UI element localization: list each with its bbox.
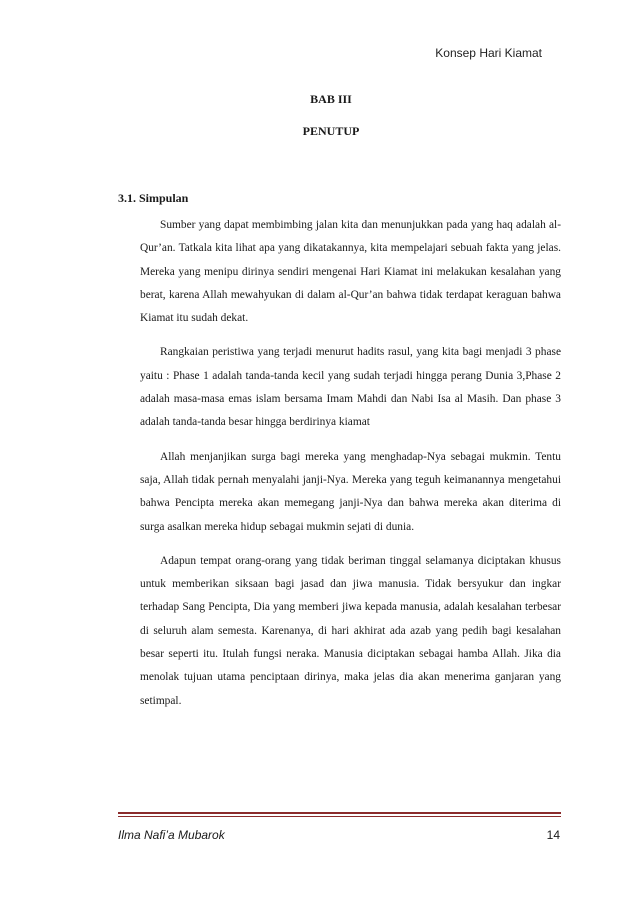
paragraph-2: Rangkaian peristiwa yang terjadi menurut hadits rasul, yang kita bagi menjadi 3 phase yaitu : Phase 1 adalah tanda-tanda kecil yang sudah terjadi hingga perang Dunia 3,Phase 2 adalah masa-masa emas islam bersama Imam Mahdi dan Nabi Isa al Masih. Dan phase 3 adalah tanda-tanda besar hingga berdirinya kiamat	[140, 346, 561, 429]
paragraph-4: Adapun tempat orang-orang yang tidak beriman tinggal selamanya diciptakan khusus untuk memberikan siksaan bagi jasad dan jiwa manusia. Tidak bersyukur dan ingkar terhadap Sang Pencipta, Dia yang memberi jiwa kepada manusia, adalah kesalahan terbesar di seluruh alam semesta. Karenanya, di hari akhirat ada azab yang pedih bagi kesalahan besar seperti itu. Itulah fungsi neraka. Manusia diciptakan sebagai hamba Allah. Jika dia menolak tujuan utama penciptaan dirinya, maka jelas dia akan menerima ganjaran yang setimpal.	[140, 554, 561, 707]
footer-rule	[118, 812, 561, 814]
body-text	[140, 214, 561, 724]
paragraph-1: Sumber yang dapat membimbing jalan kita dan menunjukkan pada yang haq adalah al-Qur’an. Tatkala kita lihat apa yang dikatakannya, kita mempelajari sebuah fakta yang jelas. Mereka yang menipu dirinya sendiri mengenai Hari Kiamat ini melakukan kesalahan yang berat, karena Allah mewahyukan di dalam al-Qur’an bahwa tidak terdapat keraguan bahwa Kiamat itu sudah dekat.	[140, 219, 561, 325]
footer-rule-thin	[118, 816, 561, 817]
chapter-number: BAB III	[310, 92, 352, 106]
chapter-title: PENUTUP	[302, 124, 360, 138]
footer-author: Ilma Nafi’a Mubarok	[118, 828, 225, 842]
section-heading: 3.1. Simpulan	[118, 191, 189, 205]
paragraph-3: Allah menjanjikan surga bagi mereka yang menghadap-Nya sebagai mukmin. Tentu saja, Allah tidak pernah menyalahi janji-Nya. Mereka yang teguh keimanannya mengetahui bahwa Pencipta mereka akan memegang janji-Nya dan bahwa mereka akan diterima di surga asalkan mereka hidup sebagai mukmin sejati di dunia.	[140, 450, 561, 533]
running-header-title: Konsep Hari Kiamat	[435, 46, 542, 60]
page-number: 14	[546, 828, 560, 842]
